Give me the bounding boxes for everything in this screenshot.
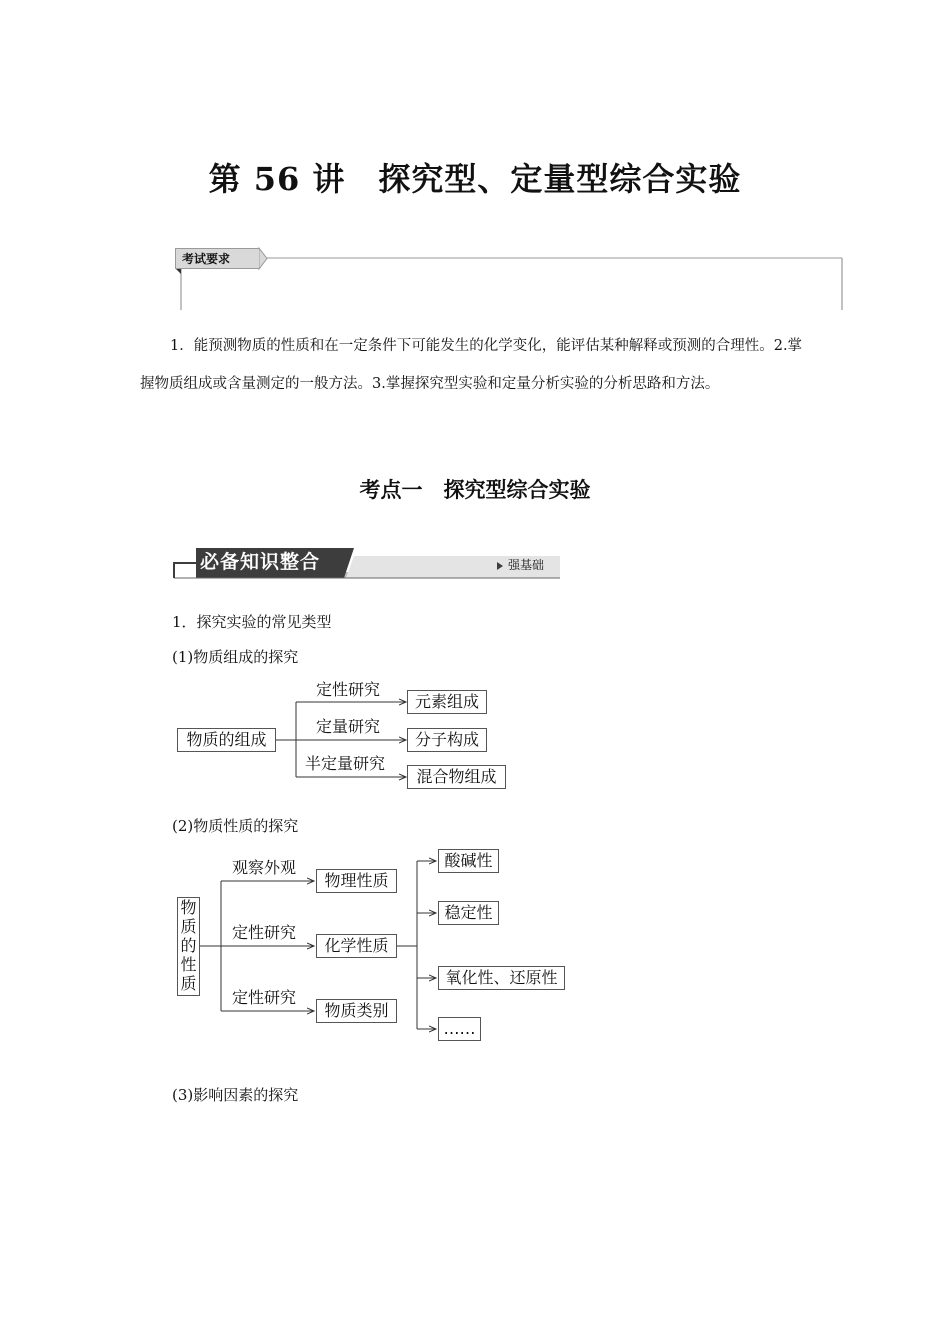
composition-method-2: 定量研究 [316, 717, 381, 736]
subheading-properties: (2)物质性质的探究 [172, 817, 299, 835]
composition-method-1: 定性研究 [316, 680, 381, 699]
outcome-redox: 氧化性、还原性 [438, 966, 565, 990]
outcome-stability: 稳定性 [438, 901, 499, 925]
banner-right-label: 强基础 [508, 558, 545, 572]
composition-root-box: 物质的组成 [177, 728, 276, 752]
root-char-4: 性 [180, 955, 197, 974]
composition-result-1: 元素组成 [407, 690, 487, 714]
requirements-body: 1．能预测物质的性质和在一定条件下可能发生的化学变化，能评估某种解释或预测的合理性。2.掌握物质组成或含量测定的一般方法。3.掌握探究型实验和定量分析实验的分析思路和方法。 [140, 338, 803, 392]
page-title: 第 56 讲 探究型、定量型综合实验 [208, 160, 742, 198]
properties-method-3: 定性研究 [232, 988, 297, 1007]
properties-result-category: 物质类别 [316, 999, 397, 1023]
section-title: 考点一 探究型综合实验 [359, 477, 591, 502]
outcome-acid-base: 酸碱性 [438, 849, 499, 873]
properties-result-physical: 物理性质 [316, 869, 397, 893]
properties-result-chemical: 化学性质 [316, 934, 397, 958]
composition-result-2: 分子构成 [407, 728, 487, 752]
outcome-etc: …… [438, 1017, 481, 1041]
banner-label: 必备知识整合 [200, 551, 321, 573]
root-char-5: 质 [180, 974, 197, 993]
composition-method-3: 半定量研究 [305, 754, 386, 773]
properties-method-2: 定性研究 [232, 923, 297, 942]
composition-result-3: 混合物组成 [407, 765, 506, 789]
subheading-factors: (3)影响因素的探究 [172, 1086, 299, 1104]
root-char-3: 的 [180, 936, 197, 955]
subheading-composition: (1)物质组成的探究 [172, 648, 299, 666]
properties-method-1: 观察外观 [232, 858, 297, 877]
root-char-2: 质 [180, 917, 197, 936]
heading-experiment-types: 1．探究实验的常见类型 [172, 613, 332, 631]
properties-root-box [177, 897, 200, 996]
requirements-tab: 考试要求 [175, 248, 259, 269]
root-char-1: 物 [180, 898, 197, 917]
